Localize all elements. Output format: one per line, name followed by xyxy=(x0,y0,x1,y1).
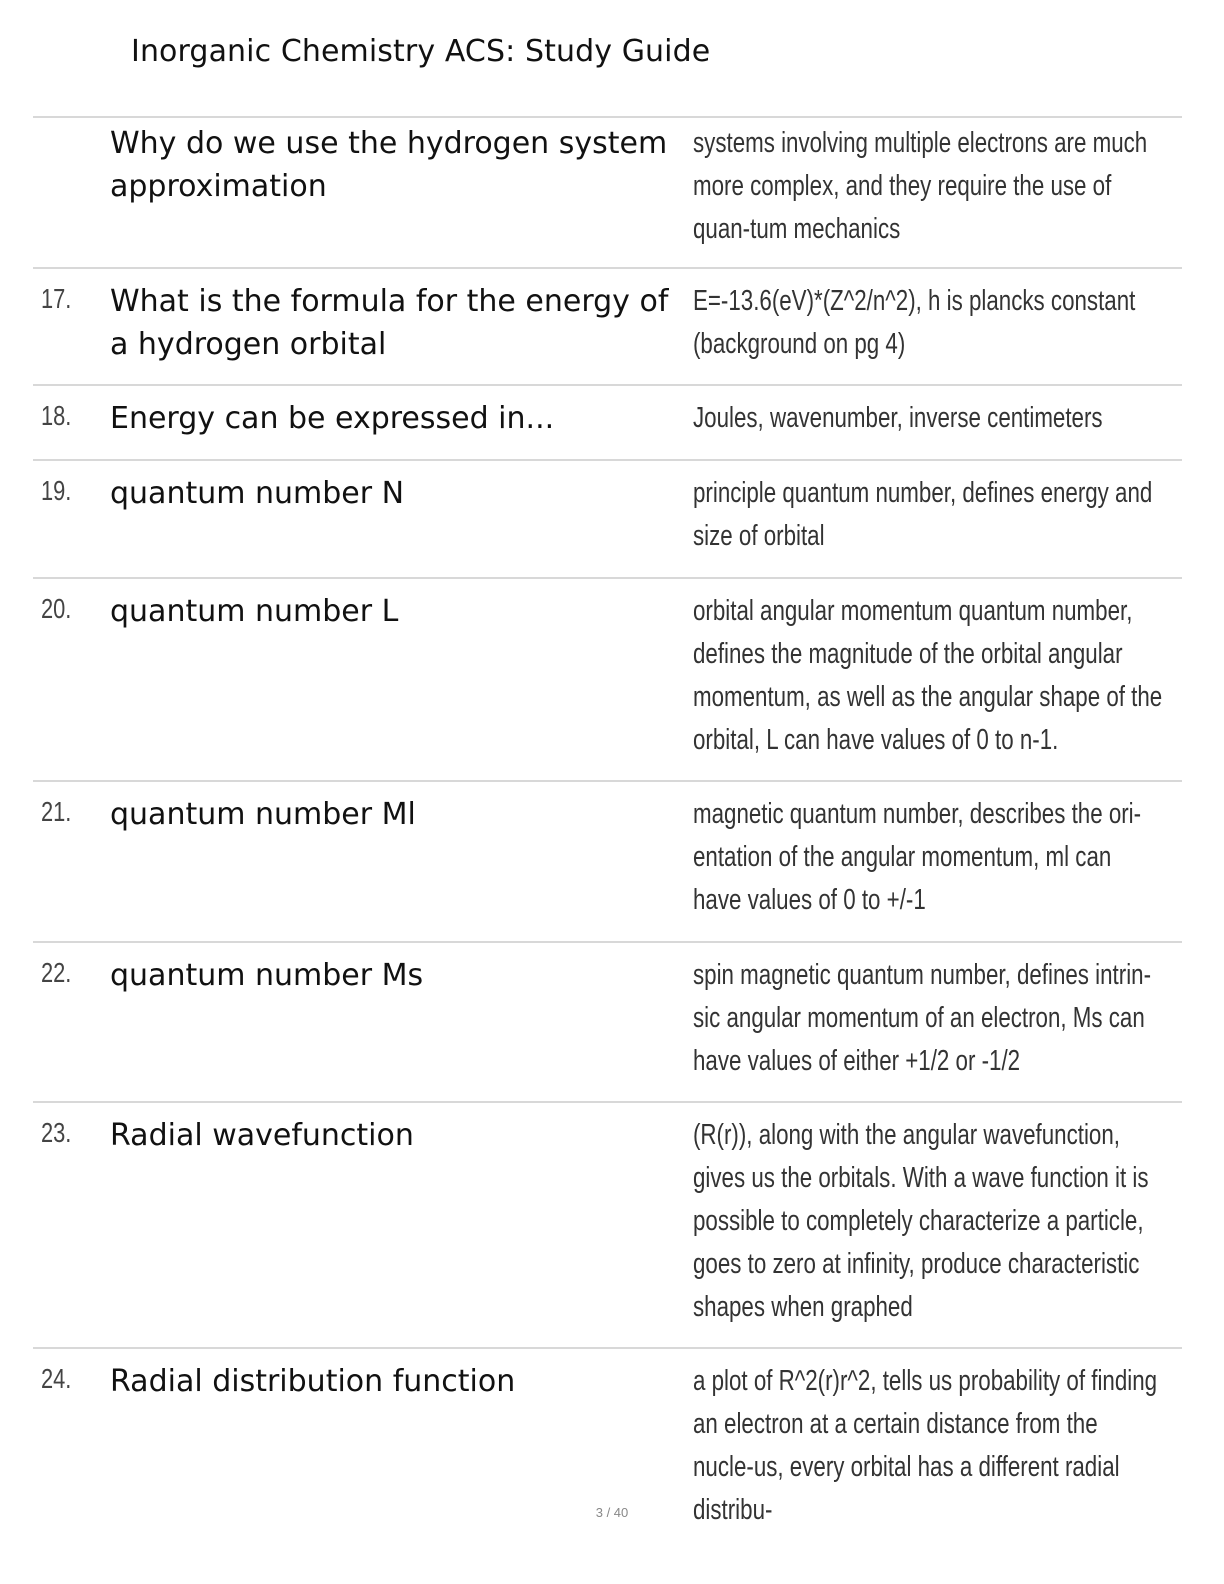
card-definition: orbital angular momentum quantum number, defines the magnitude of the orbital angular momentum, as well as the angular shape of the orbital, L can have values of 0 to n-1. xyxy=(693,595,1163,756)
flashcard xyxy=(33,118,1182,269)
card-definition: spin magnetic quantum number, defines intrin-sic angular momentum of an electron, Ms can have values of either +1/2 or -1/2 xyxy=(693,959,1152,1077)
card-number: 21. xyxy=(41,796,72,827)
card-term: quantum number L xyxy=(110,594,399,629)
card-number: 22. xyxy=(41,957,72,988)
flashcard xyxy=(33,579,1182,782)
card-number: 19. xyxy=(41,475,72,506)
card-term: Energy can be expressed in... xyxy=(110,401,555,436)
card-term: quantum number Ms xyxy=(110,958,424,993)
card-number: 24. xyxy=(41,1363,72,1394)
flashcard xyxy=(33,461,1182,579)
flashcard xyxy=(33,269,1182,386)
card-term: quantum number Ml xyxy=(110,797,416,832)
page-title: Inorganic Chemistry ACS: Study Guide xyxy=(131,34,711,69)
card-number: 23. xyxy=(41,1117,72,1148)
card-definition: a plot of R^2(r)r^2, tells us probability of finding an electron at a certain distance from the nucle-us, every orbital has a different radial distribu- xyxy=(693,1365,1158,1526)
flashcard xyxy=(33,1103,1182,1349)
card-definition: principle quantum number, defines energy and size of orbital xyxy=(693,477,1153,552)
card-definition: magnetic quantum number, describes the ori-entation of the angular momentum, ml can have values of 0 to +/-1 xyxy=(693,798,1142,916)
card-number: 18. xyxy=(41,400,72,431)
card-term: Why do we use the hydrogen system approximation xyxy=(110,126,668,204)
card-number: 17. xyxy=(41,283,72,314)
card-term: What is the formula for the energy of a hydrogen orbital xyxy=(110,284,669,362)
card-term: quantum number N xyxy=(110,476,405,511)
card-definition: Joules, wavenumber, inverse centimeters xyxy=(693,402,1103,434)
card-definition: E=-13.6(eV)*(Z^2/n^2), h is plancks constant (background on pg 4) xyxy=(693,285,1136,360)
card-term: Radial wavefunction xyxy=(110,1118,414,1153)
card-definition: systems involving multiple electrons are much more complex, and they require the use of quan-tum mechanics xyxy=(693,127,1148,245)
card-number: 20. xyxy=(41,593,72,624)
card-term: Radial distribution function xyxy=(110,1364,516,1399)
flashcard xyxy=(33,386,1182,461)
flashcard xyxy=(33,943,1182,1103)
page-indicator: 3 / 40 xyxy=(595,1505,629,1520)
flashcard xyxy=(33,782,1182,943)
card-definition: (R(r)), along with the angular wavefunction, gives us the orbitals. With a wave function it is possible to completely characterize a particle, goes to zero at infinity, produce characteristic shapes when graphed xyxy=(693,1119,1149,1323)
